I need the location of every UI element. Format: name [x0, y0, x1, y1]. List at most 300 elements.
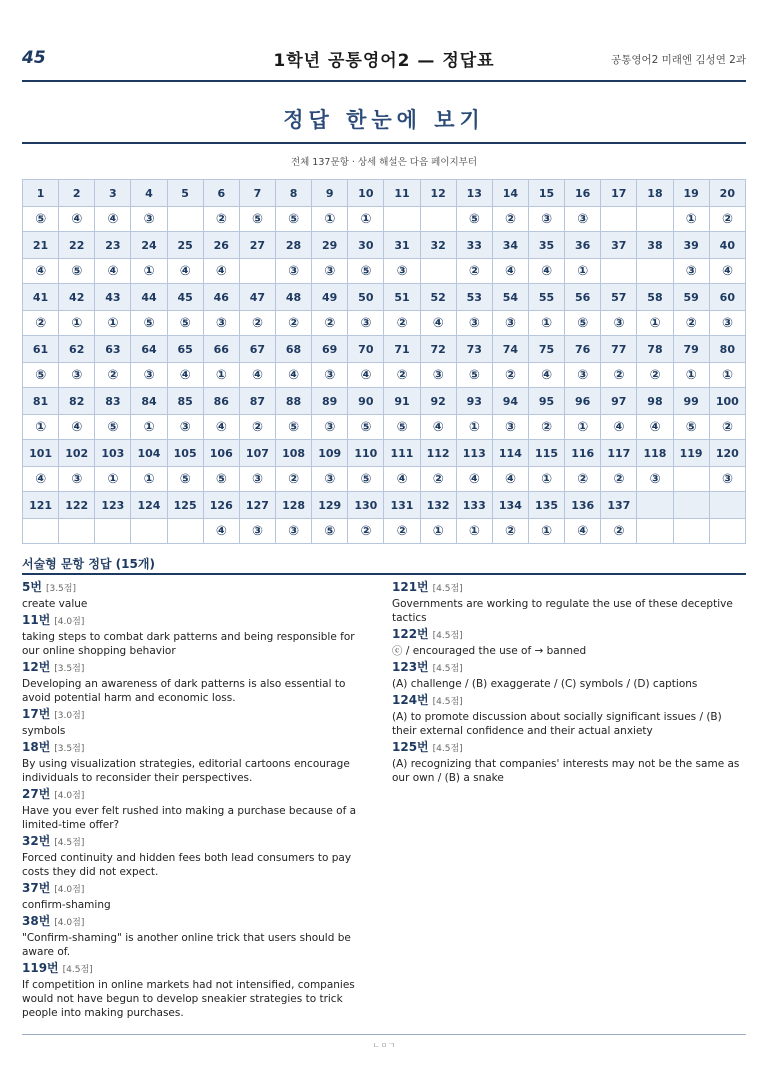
answer-cell: ④ — [59, 207, 95, 232]
grid-number-row — [23, 388, 746, 415]
answer-cell: ④ — [456, 467, 492, 492]
answer-cell — [167, 519, 203, 544]
question-number-cell: 2 — [59, 180, 95, 207]
question-number-cell: 102 — [59, 440, 95, 467]
question-points: [4.5점] — [432, 631, 463, 641]
question-number-cell: 86 — [203, 388, 239, 415]
answer-cell: ① — [131, 467, 167, 492]
answer-cell — [167, 207, 203, 232]
answer-text: symbols — [22, 725, 66, 737]
essay-answers-left — [22, 580, 374, 1022]
essay-answer-item — [22, 881, 374, 912]
question-points: [3.5점] — [54, 744, 85, 754]
question-number-cell: 87 — [239, 388, 275, 415]
question-number-cell: 111 — [384, 440, 420, 467]
question-number-cell: 113 — [456, 440, 492, 467]
answer-cell: ⑤ — [673, 415, 709, 440]
answer-cell: ④ — [23, 467, 59, 492]
answer-cell — [23, 519, 59, 544]
question-number: 122번 — [392, 627, 429, 641]
question-points: [4.0점] — [54, 617, 85, 627]
answer-text: Have you ever felt rushed into making a purchase because of a limited-time offer? — [22, 805, 357, 831]
answer-cell — [637, 207, 673, 232]
question-number-cell: 45 — [167, 284, 203, 311]
page-header — [22, 44, 746, 82]
question-number-cell: 53 — [456, 284, 492, 311]
question-points: [4.5점] — [432, 664, 463, 674]
question-number-cell: 116 — [565, 440, 601, 467]
question-number-cell: 14 — [492, 180, 528, 207]
question-points: [4.0점] — [54, 791, 85, 801]
question-number-cell: 22 — [59, 232, 95, 259]
answer-cell — [239, 259, 275, 284]
answer-cell: ① — [673, 207, 709, 232]
question-number-cell: 110 — [348, 440, 384, 467]
question-number-cell: 18 — [637, 180, 673, 207]
answer-text: (A) challenge / (B) exaggerate / (C) symbols / (D) captions — [392, 678, 698, 690]
section-note: 전체 137문항 · 상세 해설은 다음 페이지부터 — [290, 157, 478, 168]
question-number-cell: 58 — [637, 284, 673, 311]
question-number-cell: 12 — [420, 180, 456, 207]
answer-cell: ② — [23, 311, 59, 336]
answer-cell: ③ — [59, 467, 95, 492]
answer-cell — [131, 519, 167, 544]
question-number-cell: 4 — [131, 180, 167, 207]
question-number-cell: 73 — [456, 336, 492, 363]
essay-answer-item — [392, 627, 746, 658]
section-title: 정답 한눈에 보기 — [22, 104, 746, 144]
essay-answer-item — [22, 660, 374, 705]
answer-cell: ② — [203, 207, 239, 232]
answer-cell: ③ — [275, 259, 311, 284]
answer-cell: ③ — [420, 363, 456, 388]
answer-cell: ③ — [565, 207, 601, 232]
answer-text: By using visualization strategies, editorial cartoons encourage individuals to reconsider their perspectives. — [22, 758, 350, 784]
answer-cell: ⑤ — [456, 363, 492, 388]
question-number-cell: 72 — [420, 336, 456, 363]
essay-answer-item — [22, 787, 374, 832]
question-number-cell — [709, 492, 745, 519]
question-number-cell: 82 — [59, 388, 95, 415]
answer-cell: ④ — [167, 363, 203, 388]
answer-cell: ③ — [203, 311, 239, 336]
answer-cell: ① — [23, 415, 59, 440]
question-number-cell: 83 — [95, 388, 131, 415]
footer-divider — [22, 1034, 746, 1035]
grid-answer-row — [23, 207, 746, 232]
question-number-cell: 49 — [312, 284, 348, 311]
question-number-cell: 118 — [637, 440, 673, 467]
question-number-cell: 130 — [348, 492, 384, 519]
question-points: [4.0점] — [54, 918, 85, 928]
answer-cell: ③ — [312, 259, 348, 284]
question-number-cell: 120 — [709, 440, 745, 467]
question-number-cell: 55 — [528, 284, 564, 311]
essay-answer-item — [22, 914, 374, 959]
question-number: 17번 — [22, 707, 51, 721]
question-number-cell: 9 — [312, 180, 348, 207]
question-number-cell: 64 — [131, 336, 167, 363]
answer-cell — [709, 519, 745, 544]
question-number-cell: 88 — [275, 388, 311, 415]
answer-cell: ① — [420, 519, 456, 544]
answer-cell: ④ — [348, 363, 384, 388]
question-number-cell: 95 — [528, 388, 564, 415]
answer-cell: ① — [203, 363, 239, 388]
answer-cell: ① — [637, 311, 673, 336]
answer-text: Developing an awareness of dark patterns is also essential to avoid potential harm and economic loss. — [22, 678, 346, 704]
grid-number-row — [23, 284, 746, 311]
question-number-cell: 17 — [601, 180, 637, 207]
question-number-cell: 7 — [239, 180, 275, 207]
question-number: 5번 — [22, 580, 42, 594]
answer-cell: ① — [95, 467, 131, 492]
essay-answer-item — [22, 961, 374, 1020]
question-number-cell: 125 — [167, 492, 203, 519]
answer-cell: ① — [565, 415, 601, 440]
question-number-cell: 107 — [239, 440, 275, 467]
answer-cell — [384, 207, 420, 232]
answer-text: "Confirm-shaming" is another online trick that users should be aware of. — [22, 932, 351, 958]
grid-answer-row — [23, 363, 746, 388]
answer-text: Forced continuity and hidden fees both lead consumers to pay costs they did not expect. — [22, 852, 352, 878]
question-number-cell: 126 — [203, 492, 239, 519]
question-number-cell: 98 — [637, 388, 673, 415]
answer-cell: ④ — [384, 467, 420, 492]
question-points: [4.0점] — [54, 885, 85, 895]
answer-cell: ② — [673, 311, 709, 336]
answer-cell: ③ — [456, 311, 492, 336]
answer-cell: ② — [239, 311, 275, 336]
question-number-cell: 137 — [601, 492, 637, 519]
answer-cell: ② — [601, 519, 637, 544]
answer-cell: ① — [456, 519, 492, 544]
answer-cell: ⑤ — [23, 207, 59, 232]
question-number-cell: 35 — [528, 232, 564, 259]
question-number-cell: 115 — [528, 440, 564, 467]
answer-cell: ⑤ — [59, 259, 95, 284]
question-number-cell: 71 — [384, 336, 420, 363]
answer-cell: ⑤ — [131, 311, 167, 336]
question-number-cell: 129 — [312, 492, 348, 519]
answer-cell: ④ — [492, 259, 528, 284]
answer-cell — [637, 519, 673, 544]
answer-cell: ① — [709, 363, 745, 388]
question-number-cell: 47 — [239, 284, 275, 311]
question-number-cell: 117 — [601, 440, 637, 467]
question-number-cell: 84 — [131, 388, 167, 415]
answer-text: If competition in online markets had not intensified, companies would not have begun to develop sneakier strategies to trick people into making purchases. — [22, 979, 355, 1019]
answer-cell: ③ — [239, 519, 275, 544]
answer-cell: ② — [492, 207, 528, 232]
question-number-cell: 48 — [275, 284, 311, 311]
answer-cell: ④ — [59, 415, 95, 440]
question-number-cell: 40 — [709, 232, 745, 259]
answer-cell: ③ — [709, 311, 745, 336]
answer-cell: ② — [348, 519, 384, 544]
question-number-cell: 80 — [709, 336, 745, 363]
answer-cell: ④ — [528, 259, 564, 284]
question-number-cell: 85 — [167, 388, 203, 415]
answer-cell: ① — [95, 311, 131, 336]
essay-answer-item — [22, 613, 374, 658]
question-number: 123번 — [392, 660, 429, 674]
answer-cell — [673, 467, 709, 492]
essay-answer-item — [392, 660, 746, 691]
question-number-cell: 94 — [492, 388, 528, 415]
answer-cell: ⑤ — [275, 415, 311, 440]
question-number-cell: 20 — [709, 180, 745, 207]
page-number: 45 — [22, 48, 46, 68]
question-number-cell: 96 — [565, 388, 601, 415]
question-number-cell: 91 — [384, 388, 420, 415]
question-number-cell: 23 — [95, 232, 131, 259]
question-number-cell: 37 — [601, 232, 637, 259]
answer-cell — [673, 519, 709, 544]
answer-cell: ⑤ — [167, 467, 203, 492]
question-number-cell: 43 — [95, 284, 131, 311]
question-number-cell: 57 — [601, 284, 637, 311]
answer-cell: ④ — [420, 415, 456, 440]
answer-cell: ① — [348, 207, 384, 232]
answer-cell — [420, 259, 456, 284]
answer-cell: ② — [565, 467, 601, 492]
question-number-cell: 39 — [673, 232, 709, 259]
answer-cell: ② — [601, 363, 637, 388]
question-number-cell: 112 — [420, 440, 456, 467]
answer-cell: ③ — [167, 415, 203, 440]
question-number-cell: 77 — [601, 336, 637, 363]
question-number-cell: 63 — [95, 336, 131, 363]
answer-cell: ⑤ — [312, 519, 348, 544]
question-number-cell: 8 — [275, 180, 311, 207]
question-number-cell: 128 — [275, 492, 311, 519]
question-number-cell: 92 — [420, 388, 456, 415]
answer-cell: ③ — [637, 467, 673, 492]
answer-cell — [601, 259, 637, 284]
question-number-cell: 46 — [203, 284, 239, 311]
question-number-cell: 13 — [456, 180, 492, 207]
question-number-cell: 10 — [348, 180, 384, 207]
question-points: [4.5점] — [432, 697, 463, 707]
question-number-cell: 131 — [384, 492, 420, 519]
question-number-cell: 101 — [23, 440, 59, 467]
question-number-cell: 99 — [673, 388, 709, 415]
question-number-cell: 114 — [492, 440, 528, 467]
question-number-cell: 54 — [492, 284, 528, 311]
question-number-cell: 3 — [95, 180, 131, 207]
answer-text: (A) recognizing that companies' interests may not be the same as our own / (B) a snake — [392, 758, 740, 784]
question-number-cell: 75 — [528, 336, 564, 363]
answer-cell: ③ — [275, 519, 311, 544]
grid-answer-row — [23, 415, 746, 440]
essay-answer-item — [22, 580, 374, 611]
answer-cell: ④ — [23, 259, 59, 284]
answer-cell: ② — [95, 363, 131, 388]
question-number-cell: 89 — [312, 388, 348, 415]
question-number-cell: 109 — [312, 440, 348, 467]
question-points: [4.5점] — [432, 584, 463, 594]
answer-cell: ② — [312, 311, 348, 336]
answer-cell — [637, 259, 673, 284]
answer-cell: ② — [384, 519, 420, 544]
question-number-cell: 52 — [420, 284, 456, 311]
answer-cell: ③ — [312, 363, 348, 388]
question-points: [3.5점] — [45, 584, 76, 594]
question-number-cell: 66 — [203, 336, 239, 363]
answer-text: ⓒ / encouraged the use of → banned — [392, 645, 587, 657]
question-number-cell: 26 — [203, 232, 239, 259]
answer-cell: ④ — [637, 415, 673, 440]
question-number-cell: 90 — [348, 388, 384, 415]
question-number-cell: 133 — [456, 492, 492, 519]
answer-cell: ② — [420, 467, 456, 492]
answer-cell: ④ — [709, 259, 745, 284]
answer-cell: ⑤ — [348, 259, 384, 284]
answer-cell: ③ — [131, 363, 167, 388]
question-number-cell: 38 — [637, 232, 673, 259]
question-number-cell: 5 — [167, 180, 203, 207]
question-number: 32번 — [22, 834, 51, 848]
answer-cell: ① — [528, 311, 564, 336]
essay-answer-item — [22, 740, 374, 785]
grid-answer-row — [23, 311, 746, 336]
question-number-cell: 78 — [637, 336, 673, 363]
answer-cell: ① — [673, 363, 709, 388]
grid-answer-row — [23, 467, 746, 492]
essay-answers-right — [392, 580, 746, 787]
answer-text: create value — [22, 598, 88, 610]
answer-cell — [59, 519, 95, 544]
question-number-cell: 76 — [565, 336, 601, 363]
question-points: [3.5점] — [54, 664, 85, 674]
answer-cell: ② — [275, 467, 311, 492]
question-points: [4.5점] — [432, 744, 463, 754]
question-number-cell: 21 — [23, 232, 59, 259]
question-number-cell: 15 — [528, 180, 564, 207]
question-number-cell: 56 — [565, 284, 601, 311]
essay-answer-item — [392, 580, 746, 625]
question-number-cell: 62 — [59, 336, 95, 363]
answer-cell: ② — [384, 363, 420, 388]
answer-cell: ① — [312, 207, 348, 232]
answer-cell: ④ — [528, 363, 564, 388]
question-number-cell: 24 — [131, 232, 167, 259]
question-number-cell: 81 — [23, 388, 59, 415]
answer-cell: ② — [601, 467, 637, 492]
question-number: 37번 — [22, 881, 51, 895]
question-number-cell: 105 — [167, 440, 203, 467]
answer-cell: ④ — [601, 415, 637, 440]
answer-cell: ② — [239, 415, 275, 440]
question-number: 18번 — [22, 740, 51, 754]
answer-text: confirm-shaming — [22, 899, 111, 911]
question-number-cell: 33 — [456, 232, 492, 259]
question-number: 125번 — [392, 740, 429, 754]
question-number-cell: 135 — [528, 492, 564, 519]
answer-cell: ② — [456, 259, 492, 284]
question-points: [4.5점] — [62, 965, 93, 975]
answer-text: taking steps to combat dark patterns and being responsible for our online shopping behavior — [22, 631, 355, 657]
question-number-cell: 97 — [601, 388, 637, 415]
answer-cell: ④ — [203, 519, 239, 544]
answer-cell: ① — [131, 415, 167, 440]
answer-cell: ⑤ — [95, 415, 131, 440]
answer-cell: ② — [709, 415, 745, 440]
question-number-cell: 30 — [348, 232, 384, 259]
answer-cell: ① — [565, 259, 601, 284]
answer-cell: ③ — [384, 259, 420, 284]
question-number-cell: 70 — [348, 336, 384, 363]
answer-cell: ⑤ — [203, 467, 239, 492]
question-number-cell: 27 — [239, 232, 275, 259]
answer-cell: ② — [275, 311, 311, 336]
grid-answer-row — [23, 259, 746, 284]
question-number-cell — [637, 492, 673, 519]
essay-answer-item — [392, 693, 746, 738]
grid-number-row — [23, 440, 746, 467]
answer-cell: ③ — [565, 363, 601, 388]
answer-text: (A) to promote discussion about socially significant issues / (B) their external confidence and their actual anxiety — [392, 711, 722, 737]
answer-cell: ① — [528, 519, 564, 544]
question-number-cell: 16 — [565, 180, 601, 207]
question-number-cell: 31 — [384, 232, 420, 259]
question-number-cell: 132 — [420, 492, 456, 519]
question-number-cell: 51 — [384, 284, 420, 311]
question-number-cell: 59 — [673, 284, 709, 311]
question-number-cell: 1 — [23, 180, 59, 207]
answer-cell: ④ — [203, 415, 239, 440]
grid-number-row — [23, 336, 746, 363]
question-points: [4.5점] — [54, 838, 85, 848]
question-number: 38번 — [22, 914, 51, 928]
essay-answer-item — [392, 740, 746, 785]
answer-cell: ③ — [601, 311, 637, 336]
grid-number-row — [23, 232, 746, 259]
question-number: 121번 — [392, 580, 429, 594]
question-number: 119번 — [22, 961, 59, 975]
question-number-cell: 74 — [492, 336, 528, 363]
answer-cell: ④ — [167, 259, 203, 284]
answer-cell: ③ — [312, 467, 348, 492]
question-number: 27번 — [22, 787, 51, 801]
question-number-cell: 103 — [95, 440, 131, 467]
question-number-cell: 34 — [492, 232, 528, 259]
question-number-cell: 68 — [275, 336, 311, 363]
question-number-cell: 119 — [673, 440, 709, 467]
question-number: 124번 — [392, 693, 429, 707]
answer-cell: ③ — [312, 415, 348, 440]
question-number-cell: 104 — [131, 440, 167, 467]
question-number-cell: 93 — [456, 388, 492, 415]
question-number-cell: 60 — [709, 284, 745, 311]
answer-cell: ③ — [709, 467, 745, 492]
answer-cell: ③ — [131, 207, 167, 232]
essay-answer-item — [22, 834, 374, 879]
answer-cell: ⑤ — [167, 311, 203, 336]
answer-cell — [420, 207, 456, 232]
answer-text: Governments are working to regulate the use of these deceptive tactics — [392, 598, 733, 624]
answer-cell: ③ — [59, 363, 95, 388]
question-number-cell: 134 — [492, 492, 528, 519]
question-number-cell: 136 — [565, 492, 601, 519]
answer-cell: ⑤ — [23, 363, 59, 388]
question-number-cell: 61 — [23, 336, 59, 363]
answer-cell: ④ — [203, 259, 239, 284]
question-number-cell: 11 — [384, 180, 420, 207]
answer-cell — [95, 519, 131, 544]
question-number-cell: 69 — [312, 336, 348, 363]
